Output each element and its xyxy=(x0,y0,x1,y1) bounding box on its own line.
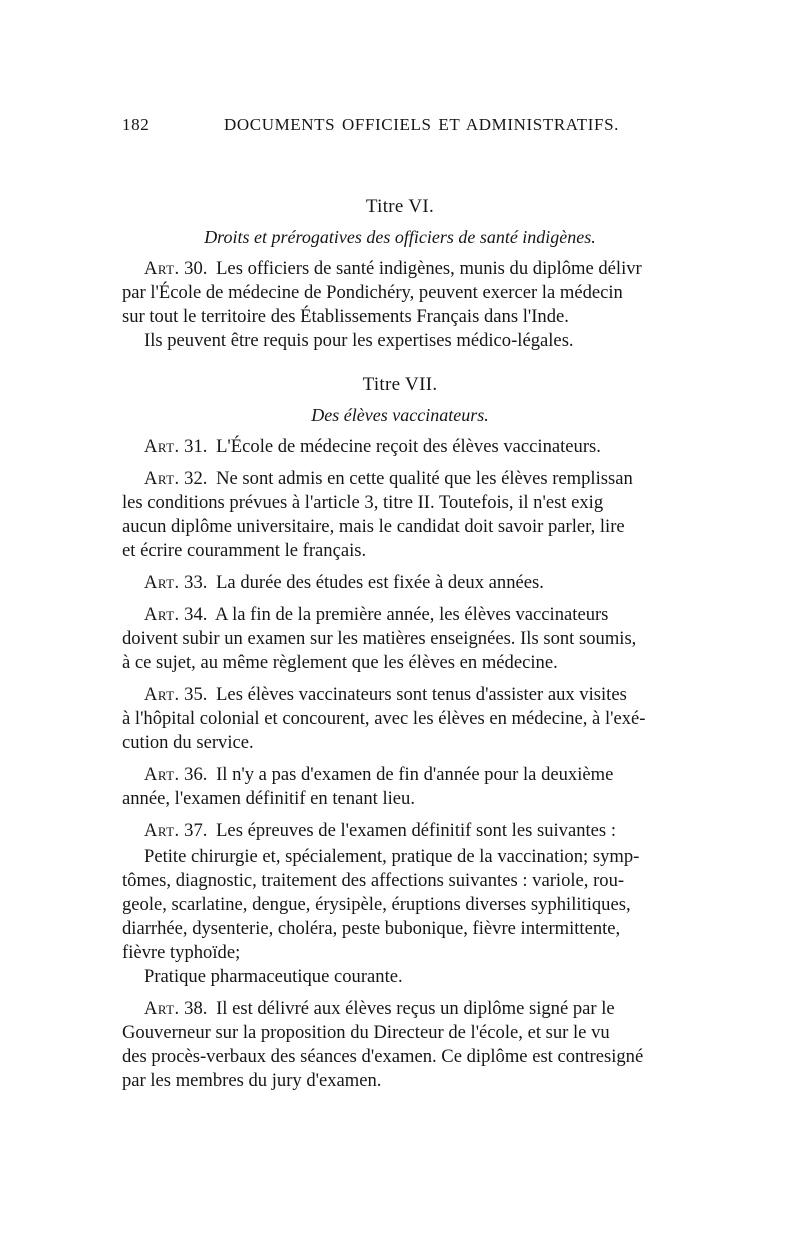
article-37-list-1-line-3: geole, scarlatine, dengue, érysipèle, éruptions diverses syphilitiques, xyxy=(122,894,631,915)
article-36 xyxy=(122,763,678,811)
article-38-line-1 xyxy=(122,997,678,1021)
article-31 xyxy=(122,435,678,459)
article-32-line-3: aucun diplôme universitaire, mais le candidat doit savoir parler, lire xyxy=(122,516,625,537)
page-number: 182 xyxy=(122,115,150,134)
article-label: Art. xyxy=(144,468,180,489)
article-text: Les officiers de santé indigènes, munis du diplôme délivr xyxy=(216,258,642,279)
article-32 xyxy=(122,467,678,563)
article-label: Art. xyxy=(144,572,180,593)
article-33 xyxy=(122,571,678,595)
article-number: 30. xyxy=(184,258,208,279)
article-33-line-1 xyxy=(122,571,678,595)
article-text: Ne sont admis en cette qualité que les élèves remplissan xyxy=(216,468,633,489)
document-page xyxy=(122,115,678,1093)
running-header xyxy=(122,115,678,145)
article-37-list-1 xyxy=(122,845,678,965)
article-32-line-1 xyxy=(122,467,678,491)
article-number: 34. xyxy=(184,604,208,625)
article-label: Art. xyxy=(144,998,180,1019)
article-30 xyxy=(122,257,678,329)
article-38 xyxy=(122,997,678,1093)
article-37-list-1-line-1: Petite chirurgie et, spécialement, pratique de la vaccination; symp- xyxy=(144,846,640,867)
article-label: Art. xyxy=(144,684,180,705)
article-37-list-2 xyxy=(122,965,678,989)
article-number: 36. xyxy=(184,764,208,785)
article-number: 32. xyxy=(184,468,208,489)
titre-vii-heading: Titre VII. xyxy=(362,374,438,395)
article-number: 37. xyxy=(184,820,208,841)
article-37-line-1 xyxy=(122,819,678,843)
article-35-line-1 xyxy=(122,683,678,707)
article-label: Art. xyxy=(144,820,180,841)
article-text: Il n'y a pas d'examen de fin d'année pour la deuxième xyxy=(216,764,614,785)
article-text: A la fin de la première année, les élèves vaccinateurs xyxy=(215,604,609,625)
article-text: Les épreuves de l'examen définitif sont les suivantes : xyxy=(216,820,616,841)
titre-vii-subtitle: Des élèves vaccinateurs. xyxy=(311,405,489,425)
article-30-line-3: sur tout le territoire des Établissements Français dans l'Inde. xyxy=(122,306,569,327)
article-37-list-1-line-5: fièvre typhoïde; xyxy=(122,942,241,963)
article-label: Art. xyxy=(144,436,180,457)
article-30-para-2-line: Ils peuvent être requis pour les expertises médico-légales. xyxy=(144,330,574,351)
titre-vi-heading: Titre VI. xyxy=(365,196,435,217)
article-38-line-2: Gouverneur sur la proposition du Directeur de l'école, et sur le vu xyxy=(122,1022,610,1043)
article-36-line-2: année, l'examen définitif en tenant lieu. xyxy=(122,788,415,809)
article-32-line-4: et écrire couramment le français. xyxy=(122,540,367,561)
article-text: L'École de médecine reçoit des élèves vaccinateurs. xyxy=(216,436,601,457)
article-31-line-1 xyxy=(122,435,678,459)
article-35-line-2: à l'hôpital colonial et concourent, avec les élèves en médecine, à l'exé- xyxy=(122,708,646,729)
article-37-list-2-line: Pratique pharmaceutique courante. xyxy=(144,966,403,987)
titre-vi-subtitle: Droits et prérogatives des officiers de santé indigènes. xyxy=(204,227,596,247)
running-title: DOCUMENTS OFFICIELS ET ADMINISTRATIFS. xyxy=(224,115,619,134)
article-number: 35. xyxy=(184,684,208,705)
article-37-list-1-line-4: diarrhée, dysenterie, choléra, peste bubonique, fièvre intermittente, xyxy=(122,918,621,939)
article-38-line-3: des procès-verbaux des séances d'examen. Ce diplôme est contresigné xyxy=(122,1046,644,1067)
article-label: Art. xyxy=(144,258,180,279)
article-text: Il est délivré aux élèves reçus un diplôme signé par le xyxy=(216,998,615,1019)
article-label: Art. xyxy=(144,604,180,625)
article-35 xyxy=(122,683,678,755)
article-number: 31. xyxy=(184,436,208,457)
article-30-para-2 xyxy=(122,329,678,353)
article-number: 33. xyxy=(184,572,208,593)
article-number: 38. xyxy=(184,998,208,1019)
article-30-line-1 xyxy=(122,257,678,281)
article-35-line-3: cution du service. xyxy=(122,732,254,753)
article-38-line-4: par les membres du jury d'examen. xyxy=(122,1070,382,1091)
article-text: La durée des études est fixée à deux années. xyxy=(216,572,544,593)
article-37-list-1-line-2: tômes, diagnostic, traitement des affections suivantes : variole, rou- xyxy=(122,870,625,891)
article-label: Art. xyxy=(144,764,180,785)
article-32-line-2: les conditions prévues à l'article 3, titre II. Toutefois, il n'est exig xyxy=(122,492,604,513)
article-37 xyxy=(122,819,678,843)
article-36-line-1 xyxy=(122,763,678,787)
article-34-line-3: à ce sujet, au même règlement que les élèves en médecine. xyxy=(122,652,558,673)
article-30-line-2: par l'École de médecine de Pondichéry, peuvent exercer la médecin xyxy=(122,282,623,303)
article-34-line-1 xyxy=(122,603,678,627)
article-34 xyxy=(122,603,678,675)
article-text: Les élèves vaccinateurs sont tenus d'assister aux visites xyxy=(216,684,627,705)
article-34-line-2: doivent subir un examen sur les matières enseignées. Ils sont soumis, xyxy=(122,628,637,649)
